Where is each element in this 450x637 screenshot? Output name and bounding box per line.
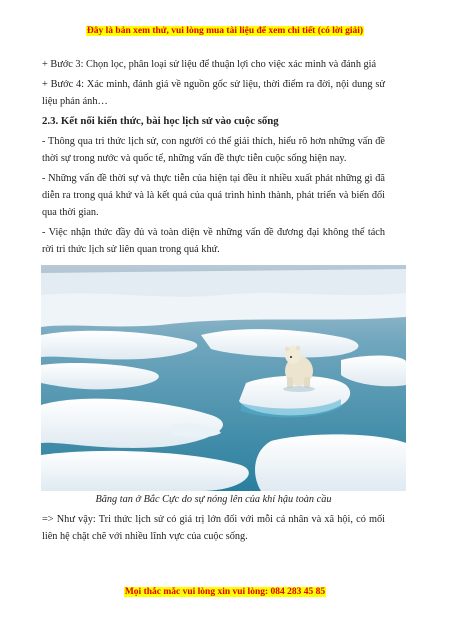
- arctic-ice-illustration: [41, 265, 406, 491]
- section-heading: 2.3. Kết nối kiến thức, bài học lịch sử vào cuộc sống: [42, 115, 279, 127]
- polar-bear-ice-photo: [41, 265, 406, 491]
- conclusion-paragraph: => Như vậy: Tri thức lịch sử có giá trị lớn đối với mỗi cá nhân và xã hội, có mối liên hệ chặt chẽ với nhiều lĩnh vực của cuộc sống.: [42, 514, 385, 542]
- document-body: [42, 56, 385, 548]
- paragraph-section-1: - Thông qua tri thức lịch sử, con người có thể giải thích, hiểu rõ hơn những vấn đề thời sự trong nước và quốc tế, những vấn đề thực tiễn cuộc sống hiện nay.: [42, 136, 385, 164]
- preview-notice-text: Đây là bản xem thử, vui lòng mua tài liệu để xem chi tiết (có lời giải): [86, 26, 364, 36]
- paragraph-section-2: - Những vấn đề thời sự và thực tiễn của hiện tại đều ít nhiều xuất phát những gì đã diễn ra trong quá khứ và là kết quả của quá trình hình thành, phát triển và biến đổi qua thời gian.: [42, 173, 385, 218]
- figure-caption: Băng tan ở Bắc Cực do sự nóng lên của khí hậu toàn cầu: [95, 494, 332, 505]
- contact-footer-banner: [0, 586, 450, 598]
- paragraph-section-3: - Việc nhận thức đầy đủ và toàn diện về những vấn đề đương đại không thể tách rời tri thức lịch sử liên quan trong quá khứ.: [42, 227, 385, 255]
- paragraph-step-4: + Bước 4: Xác minh, đánh giá về nguồn gốc sử liệu, thời điểm ra đời, nội dung sử liệu phản ánh…: [42, 79, 385, 107]
- preview-notice-banner: [0, 25, 450, 37]
- contact-footer-text: Mọi thắc mắc vui lòng xin vui lòng: 084 283 45 85: [124, 587, 326, 597]
- paragraph-step-3: + Bước 3: Chọn lọc, phân loại sử liệu để thuận lợi cho việc xác minh và đánh giá: [42, 59, 377, 70]
